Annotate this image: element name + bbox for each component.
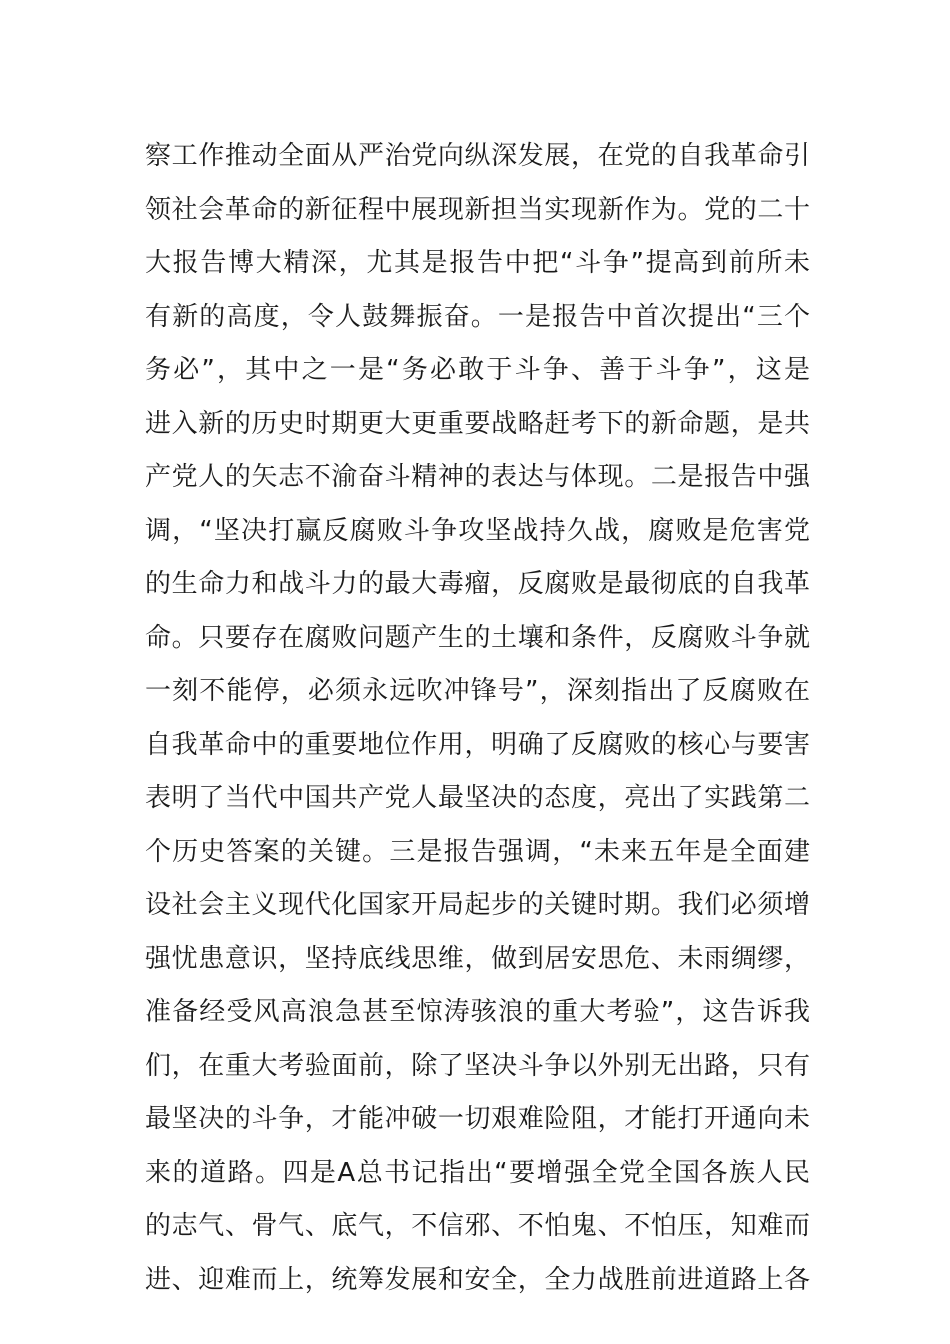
- text-line: 表明了当代中国共产党人最坚决的态度，亮出了实践第二: [145, 783, 810, 813]
- text-line: 最坚决的斗争，才能冲破一切艰难险阻，才能打开通向未: [145, 1104, 810, 1134]
- text-line: 命。只要存在腐败问题产生的土壤和条件，反腐败斗争就: [145, 622, 810, 653]
- text-line: 强忧患意识，坚持底线思维，做到居安思危、未雨绸缪，: [145, 943, 810, 974]
- text-line: 个历史答案的关键。三是报告强调，“未来五年是全面建: [145, 836, 810, 867]
- text-line: 的生命力和战斗力的最大毒瘤，反腐败是最彻底的自我革: [145, 569, 810, 599]
- text-line: 大报告博大精深，尤其是报告中把“斗争”提高到前所未: [145, 248, 810, 278]
- text-line: 调，“坚决打赢反腐败斗争攻坚战持久战，腐败是危害党: [145, 515, 810, 546]
- text-line: 一刻不能停，必须永远吹冲锋号”，深刻指出了反腐败在: [145, 676, 810, 706]
- text-line: 进入新的历史时期更大更重要战略赶考下的新命题，是共: [145, 408, 810, 439]
- text-line: 设社会主义现代化国家开局起步的关键时期。我们必须增: [145, 890, 810, 920]
- text-line: 的志气、骨气、底气，不信邪、不怕鬼、不怕压，知难而: [145, 1211, 810, 1241]
- text-line: 们，在重大考验面前，除了坚决斗争以外别无出路，只有: [145, 1050, 810, 1081]
- text-line: 察工作推动全面从严治党向纵深发展，在党的自我革命引: [145, 141, 810, 171]
- text-line: 来的道路。四是A总书记指出“要增强全党全国各族人民: [145, 1157, 810, 1188]
- text-line: 自我革命中的重要地位作用，明确了反腐败的核心与要害: [145, 729, 810, 760]
- body-paragraph: [145, 130, 810, 1307]
- text-line: 准备经受风高浪急甚至惊涛骇浪的重大考验”，这告诉我: [145, 997, 810, 1027]
- text-line: 进、迎难而上，统筹发展和安全，全力战胜前进道路上各: [145, 1264, 810, 1295]
- text-line: 领社会革命的新征程中展现新担当实现新作为。党的二十: [145, 194, 810, 225]
- text-line: 产党人的矢志不渝奋斗精神的表达与体现。二是报告中强: [145, 462, 810, 492]
- text-line: 务必”，其中之一是“务必敢于斗争、善于斗争”，这是: [145, 355, 810, 385]
- text-line: 有新的高度，令人鼓舞振奋。一是报告中首次提出“三个: [145, 301, 810, 332]
